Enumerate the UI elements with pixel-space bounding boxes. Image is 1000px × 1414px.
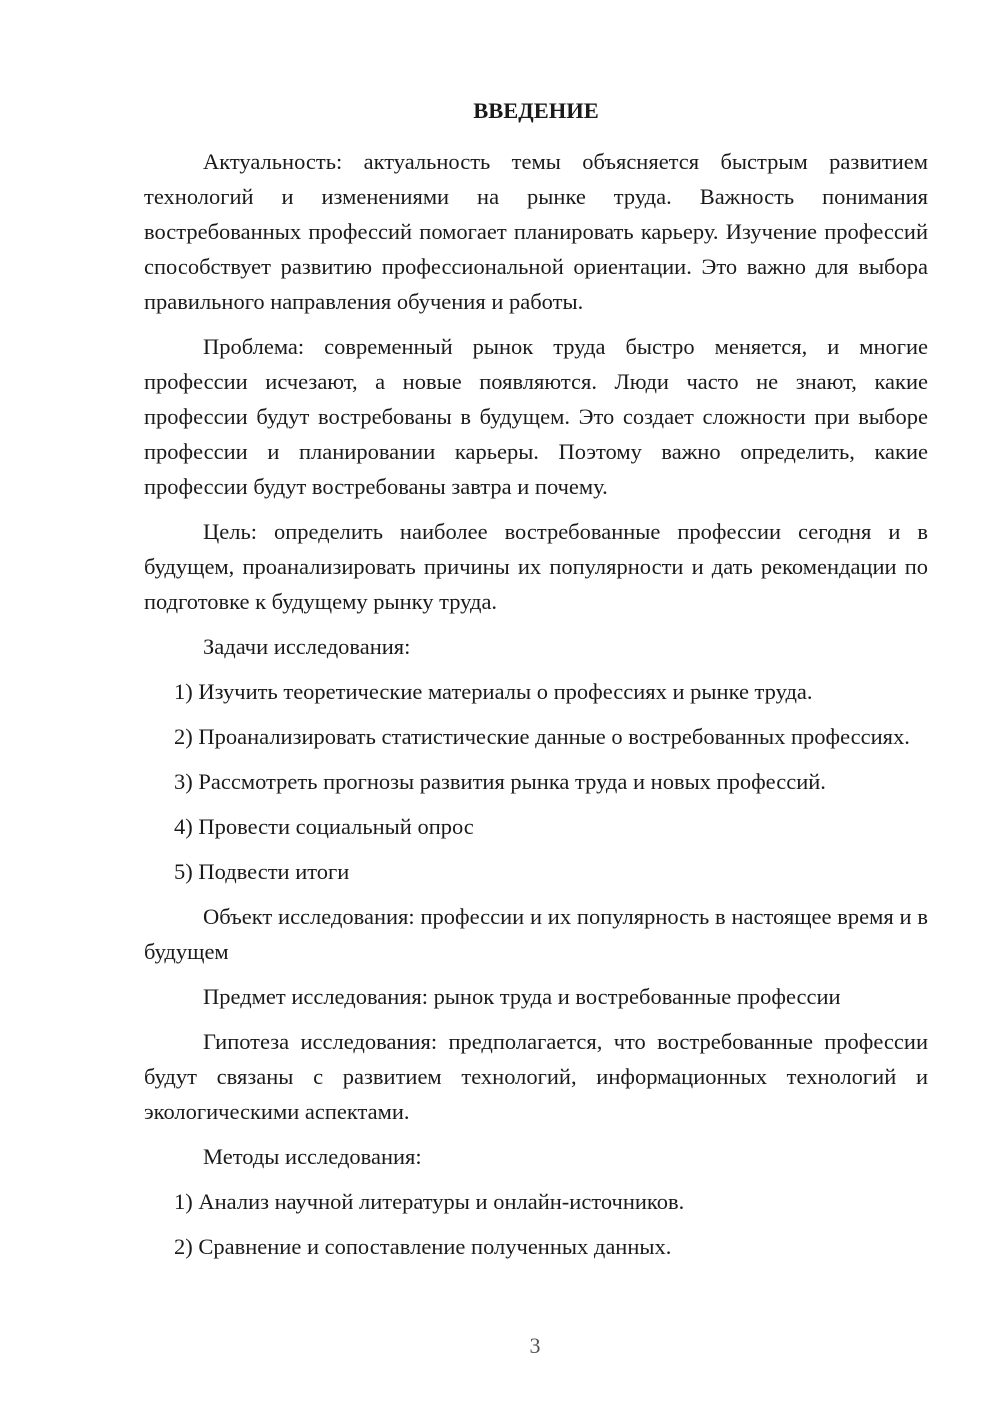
method-item: 1) Анализ научной литературы и онлайн-источников. [174, 1189, 685, 1214]
subject-paragraph: Предмет исследования: рынок труда и востребованные профессии [203, 984, 841, 1009]
task-item: 3) Рассмотреть прогнозы развития рынка труда и новых профессий. [174, 769, 826, 794]
goal-paragraph: Цель: определить наиболее востребованные профессии сегодня и в будущем, проанализировать причины их популярности и дать рекомендации по подготовке к будущему рынку труда. [144, 519, 928, 614]
problem-paragraph: Проблема: современный рынок труда быстро меняется, и многие профессии исчезают, а новые появляются. Люди часто не знают, какие профессии будут востребованы в будущем. Это создает сложности при выборе профессии и планировании карьеры. Поэтому важно определить, какие профессии будут востребованы завтра и почему. [144, 334, 928, 499]
task-item: 1) Изучить теоретические материалы о профессиях и рынке труда. [174, 679, 813, 704]
task-item: 2) Проанализировать статистические данные о востребованных профессиях. [174, 724, 910, 749]
page-number: 3 [529, 1333, 541, 1358]
hypothesis-paragraph: Гипотеза исследования: предполагается, что востребованные профессии будут связаны с развитием технологий, информационных технологий и экологическими аспектами. [144, 1029, 928, 1124]
relevance-paragraph: Актуальность: актуальность темы объясняется быстрым развитием технологий и изменениями на рынке труда. Важность понимания востребованных профессий помогает планировать карьеру. Изучение профессий способствует развитию профессиональной ориентации. Это важно для выбора правильного направления обучения и работы. [144, 149, 928, 314]
method-item: 2) Сравнение и сопоставление полученных данных. [174, 1234, 672, 1259]
document-page [144, 96, 928, 1274]
page-title: ВВЕДЕНИЕ [473, 98, 599, 123]
task-item: 4) Провести социальный опрос [174, 814, 474, 839]
methods-heading: Методы исследования: [203, 1144, 422, 1169]
task-item: 5) Подвести итоги [174, 859, 350, 884]
object-paragraph: Объект исследования: профессии и их популярность в настоящее время и в будущем [144, 904, 928, 964]
tasks-heading: Задачи исследования: [203, 634, 411, 659]
